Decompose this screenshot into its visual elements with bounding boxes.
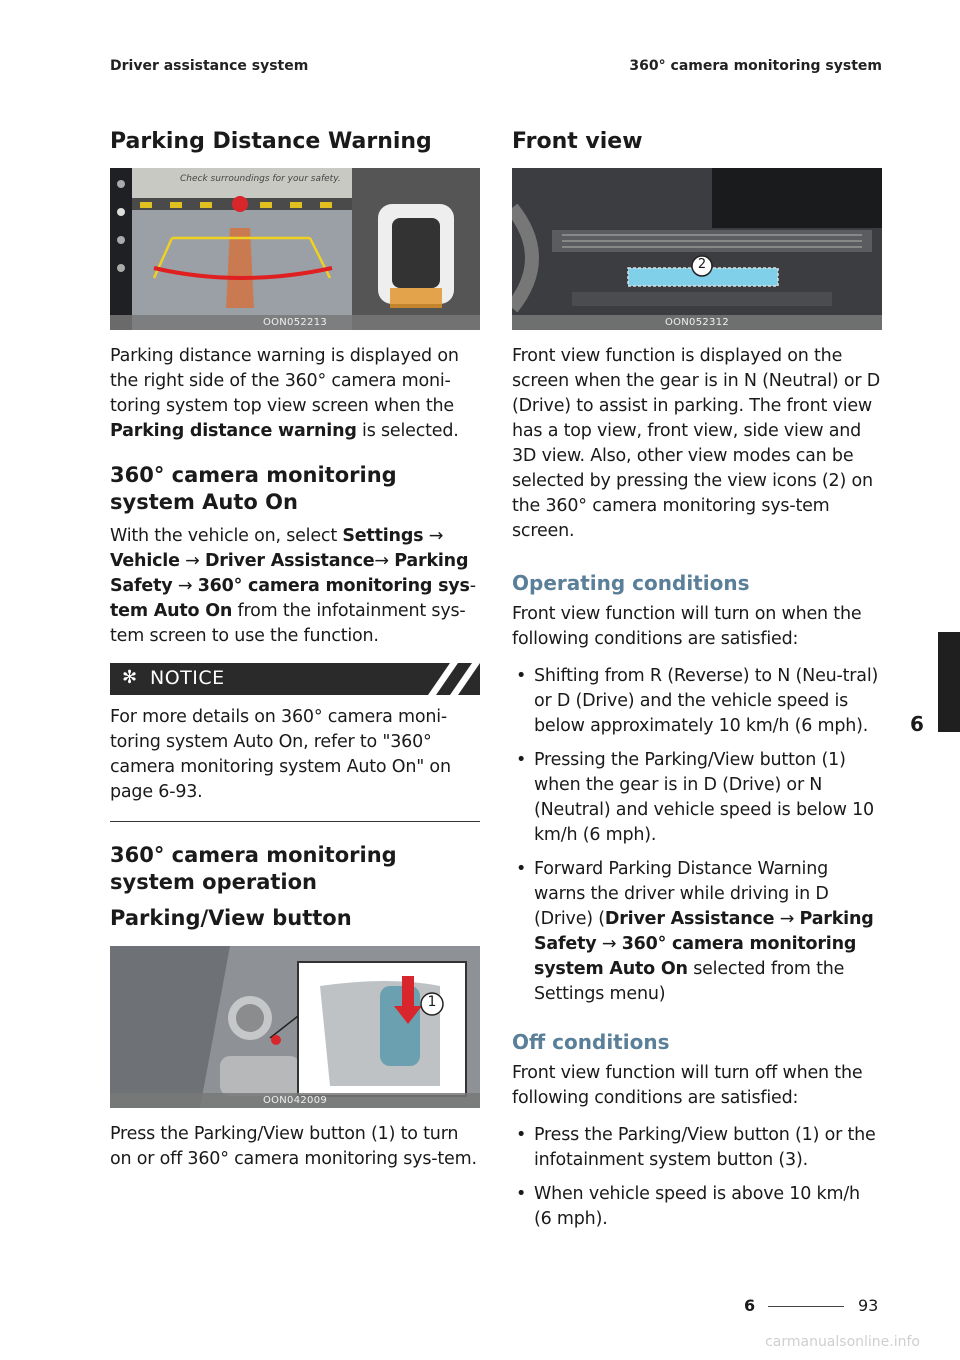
list-item: • Shifting from R (Reverse) to N (Neu-tral) or D (Drive) and the vehicle speed is below approximately 10 km/h (6 mph).: [512, 664, 882, 739]
heading-off-conditions: Off conditions: [512, 1029, 670, 1054]
figure-parking-view-button: [110, 946, 480, 1108]
heading-operating-conditions: Operating conditions: [512, 570, 750, 595]
figure-code: OON052312: [512, 315, 882, 330]
list-item: • When vehicle speed is above 10 km/h (6 mph).: [512, 1182, 882, 1232]
list-item: • Forward Parking Distance Warning warns the driver while driving in D (Drive) (Driver Assistance → Parking Safety → 360° camera monitoring system Auto On selected from the Settings menu): [512, 857, 882, 1007]
footer-divider: [768, 1306, 844, 1307]
left-column: [110, 128, 480, 1184]
chapter-tab: [938, 632, 960, 732]
notice-label: NOTICE: [150, 667, 225, 690]
paragraph-off-conditions: Front view function will turn off when the following conditions are satisfied:: [512, 1062, 863, 1108]
parking-screen-illustration: [110, 168, 480, 330]
callout-1: 1: [427, 993, 437, 1010]
heading-front-view: Front view: [512, 129, 643, 154]
heading-parking-view-button: Parking/View button: [110, 905, 352, 930]
off-conditions-list: [512, 1123, 882, 1232]
paragraph-front-view: Front view function is displayed on the screen when the gear is in N (Neutral) or D (Drive) to assist in parking. The front view has a top view, front view, side view and 3D view. Also, other view modes can be selected by pressing the view icons (2) on the 360° camera monitoring sys-tem screen.: [512, 345, 881, 541]
running-header-left: Driver assistance system: [110, 58, 309, 74]
figure-code: OON052213: [110, 315, 480, 330]
notice-stripes-icon: [420, 663, 480, 695]
right-column: [512, 128, 882, 1242]
callout-2: 2: [697, 256, 707, 272]
notice-text: For more details on 360° camera moni-toring system Auto On, refer to "360° camera monitoring system Auto On" on page 6-93.: [110, 707, 451, 803]
paragraph-pdw: Parking distance warning is displayed on the right side of the 360° camera moni-toring system top view screen when the Parking distance warning is selected.: [110, 345, 459, 441]
footer-chapter: 6: [744, 1296, 756, 1315]
figure-dashboard: [512, 168, 882, 330]
heading-auto-on: 360° camera monitoring system Auto On: [110, 462, 397, 514]
footer-page-number: 93: [858, 1296, 879, 1315]
paragraph-operating-conditions: Front view function will turn on when the following conditions are satisfied:: [512, 603, 862, 649]
operating-conditions-list: [512, 664, 882, 1007]
watermark: carmanualsonline.info: [765, 1334, 920, 1350]
heading-operation: 360° camera monitoring system operation: [110, 843, 397, 895]
console-illustration: [110, 946, 480, 1108]
running-header-right: 360° camera monitoring system: [629, 58, 882, 74]
figure-parking-screen: [110, 168, 480, 330]
figure-code: OON042009: [110, 1093, 480, 1108]
paragraph-auto-on: With the vehicle on, select Settings → Vehicle → Driver Assistance→ Parking Safety → 360° camera monitoring sys- tem Auto On from the infotainment sys-tem screen to use the function.: [110, 526, 476, 647]
paragraph-button: Press the Parking/View button (1) to turn on or off 360° camera monitoring sys-tem.: [110, 1123, 477, 1169]
heading-parking-distance-warning: Parking Distance Warning: [110, 129, 432, 154]
asterisk-icon: ✻: [122, 667, 138, 689]
notice-bar: [110, 663, 480, 695]
screen-banner-text: Check surroundings for your safety.: [180, 173, 341, 184]
chapter-tab-number: 6: [910, 712, 924, 736]
list-item: • Pressing the Parking/View button (1) when the gear is in D (Drive) or N (Neutral) and vehicle speed is below 10 km/h (6 mph).: [512, 748, 882, 848]
dashboard-illustration: [512, 168, 882, 330]
notice-divider: [110, 821, 480, 822]
list-item: • Press the Parking/View button (1) or the infotainment system button (3).: [512, 1123, 882, 1173]
